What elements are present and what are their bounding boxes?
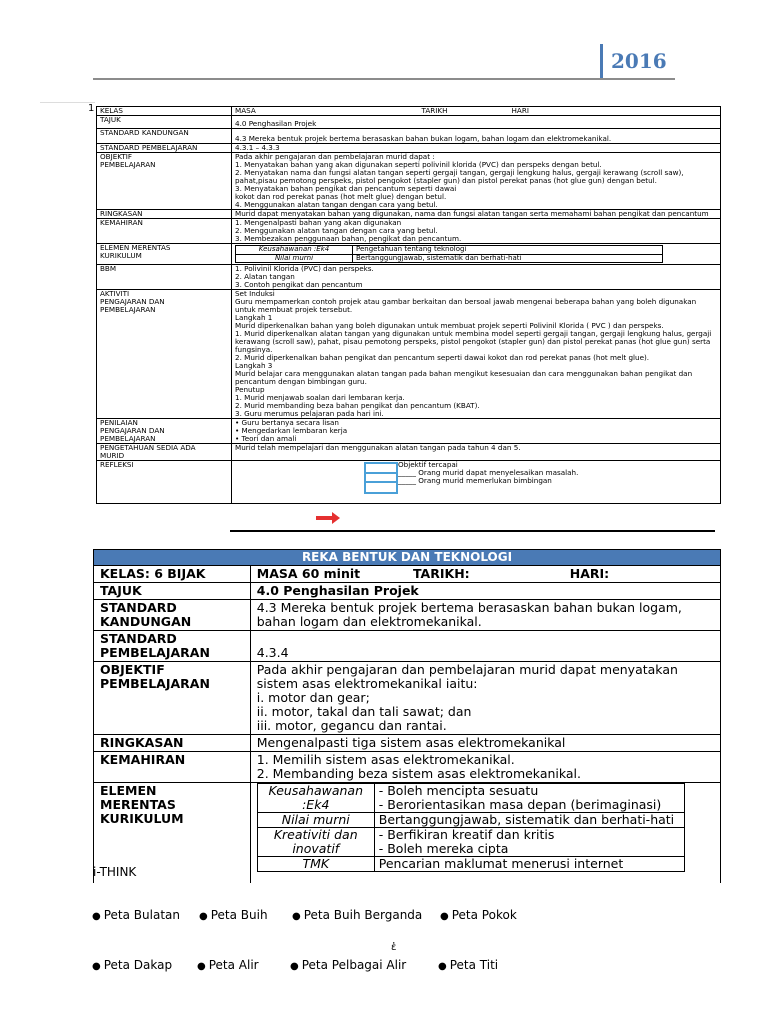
plan1-row-value: 4.0 Penghasilan Projek [232,116,721,129]
plan1-row-value: Set Induksi Guru mempamerkan contoh projek atau gambar berkaitan dan bersoal jawab mengenai beberapa bahan yang boleh digunakan untuk membuat projek tersebut. Langkah 1 Murid diperkenalkan bahan yang boleh digunakan untuk membuat projek seperti Polivinil Klorida ( PVC ) dan perspeks. 1. Murid diperkenalkan alatan tangan yang digunakan untuk membina model seperti gergaji tangan, gergaji lengkung halus, gergaji kerawang (scroll saw), pahat, pisau pemotong perspeks, pistol pengokot (stapler gun) dan pistol perekat panas (hot glue gun) serta fungsinya. 2. Murid diperkenalkan bahan pengikat dan pencantum seperti dawai kokot dan rod perekat panas (hot melt glue). Langkah 3 Murid belajar cara menggunakan alatan tangan pada bahan mengikut kesesuaian dan cara menggunakan bahan pengikat dan pencantum dengan bimbingan guru. Penutup 1. Murid menjawab soalan dari lembaran kerja. 2. Murid membanding beza bahan pengikat dan pencantum (KBAT). 3. Guru merumus pelajaran pada hari ini. [232,290,721,419]
ithink-label: i-THINK [93,865,137,879]
plan1-row-label: TAJUK [97,116,232,129]
plan2-ring: Mengenalpasti tiga sistem asas elektromekanikal [250,735,720,752]
ithink-map-item: ● Peta Pokok [440,908,517,922]
plan2-emk-table [257,783,685,872]
plan2-obj-label: OBJEKTIF PEMBELAJARAN [94,662,251,735]
emk-value: Pencarian maklumat menerusi internet [374,857,684,872]
emk-key: Keusahawanan :Ek4 [257,784,374,813]
emk-key: Nilai murni [236,254,353,263]
header-rule [93,78,675,80]
plan1-row-value: 4.3 Mereka bentuk projek bertema berasaskan bahan bukan logam, bahan logam dan elektromekanikal. [232,129,721,144]
plan1-hari: HARI [511,106,529,115]
plan2-emk-label: ELEMEN MERENTAS KURIKULUM [94,783,251,884]
year-header [600,44,667,78]
plan1-row-label: PENGETAHUAN SEDIA ADA MURID [97,444,232,461]
plan1-header-row [97,107,721,116]
plan1-row [97,219,721,244]
plan1-row [97,144,721,153]
emk-key: TMK [257,857,374,872]
plan1-row [97,153,721,210]
plan1-row-label: STANDARD PEMBELAJARAN [97,144,232,153]
plan1-row-value: • Guru bertanya secara lisan • Mengedarkan lembaran kerja • Teori dan amali [232,419,721,444]
plan1-masa: MASA [235,106,256,115]
plan1-row [97,210,721,219]
refleksi-rule [230,530,715,532]
plan2-sp: 4.3.4 [250,631,720,662]
plan1-emk-label: ELEMEN MERENTAS KURIKULUM [97,244,232,265]
plan2-sp-label: STANDARD PEMBELAJARAN [94,631,251,662]
lesson-plan-1 [96,106,721,504]
refleksi-line: _____ Orang murid dapat menyelesaikan masalah. [398,468,579,477]
plan1-row-label: RINGKASAN [97,210,232,219]
refleksi-line: Objektif tercapai [398,460,458,469]
plan1-kelas: KELAS [97,107,232,116]
emk-value: - Berfikiran kreatif dan kritis - Boleh mereka cipta [374,828,684,857]
plan1-row [97,419,721,444]
ithink-map-item: ● Peta Dakap [92,958,173,972]
plan1-row-value: 1. Mengenalpasti bahan yang akan digunakan 2. Menggunakan alatan tangan dengan cara yang betul. 3. Membezakan penggunaan bahan, pengikat dan pencantum. [232,219,721,244]
plan1-row-value: Murid dapat menyatakan bahan yang digunakan, nama dan fungsi alatan tangan serta memahami bahan pengikat dan pencantum [232,210,721,219]
plan1-row-value: 4.3.1 – 4.3.3 [232,144,721,153]
plan2-sk-label: STANDARD KANDUNGAN [94,600,251,631]
plan1-row-label: AKTIVITI PENGAJARAN DAN PEMBELAJARAN [97,290,232,419]
ithink-map-item: ● Peta Buih Berganda [292,908,423,922]
plan1-row-label: PENILAIAN PENGAJARAN DAN PEMBELAJARAN [97,419,232,444]
faint-rule [40,102,95,103]
ithink-map-item: ● Peta Titi [438,958,499,972]
plan1-row-value: Murid telah mempelajari dan menggunakan alatan tangan pada tahun 4 dan 5. [232,444,721,461]
plan2-kem: 1. Memilih sistem asas elektromekanikal. 2. Membanding beza sistem asas elektromekanikal. [250,752,720,783]
plan1-row-label: KEMAHIRAN [97,219,232,244]
plan1-row-label: STANDARD KANDUNGAN [97,129,232,144]
plan1-row [97,265,721,290]
emk-value: Bertanggungjawab, sistematik dan berhati-hati [353,254,663,263]
plan1-row [97,444,721,461]
plan1-refleksi-label: REFLEKSI [97,461,232,504]
emk-value: - Boleh mencipta sesuatu - Berorientasikan masa depan (berimaginasi) [374,784,684,813]
plan2-tajuk-label: TAJUK [94,583,251,600]
plan1-row-value: Pada akhir pengajaran dan pembelajaran murid dapat : 1. Menyatakan bahan yang akan digunakan seperti polivinil klorida (PVC) dan perspeks dengan betul. 2. Menyatakan nama dan fungsi alatan tangan seperti gergaji tangan, gergaji lengkung halus, gergaji kerawang (scroll saw), pahat,pisau pemotong perspeks, pistol pengokot (stapler gun) dan pistol perekat panas (hot glue gun) dengan betul. 3. Menyatakan bahan pengikat dan pencantum seperti dawai kokot dan rod perekat panas (hot melt glue) dengan betul. 4. Menggunakan alatan tangan dengan cara yang betul. [232,153,721,210]
plan2-sk: 4.3 Mereka bentuk projek bertema berasaskan bahan bukan logam, bahan logam dan elektromekanikal. [250,600,720,631]
ithink-map-item: ● Peta Alir [197,958,259,972]
emk-key: Keusahawanan :Ek4 [236,246,353,255]
plan1-emk-row [97,244,721,265]
ithink-map-item: ● Peta Bulatan [92,908,180,922]
refleksi-line: _____ Orang murid memerlukan bimbingan [398,476,552,485]
plan1-row [97,129,721,144]
plan1-row-label: OBJEKTIF PEMBELAJARAN [97,153,232,210]
plan2-kelas: KELAS: 6 BIJAK [94,566,251,583]
plan2-ring-label: RINGKASAN [94,735,251,752]
emk-key: Nilai murni [257,813,374,828]
missing-glyph: ἑ [391,942,397,953]
plan1-row [97,290,721,419]
plan2-kem-label: KEMAHIRAN [94,752,251,783]
emk-key: Kreativiti dan inovatif [257,828,374,857]
plan1-emk-table [235,245,663,263]
plan2-title: REKA BENTUK DAN TEKNOLOGI [94,550,721,566]
emk-value: Bertanggungjawab, sistematik dan berhati-hati [374,813,684,828]
plan2-tajuk: 4.0 Penghasilan Projek [250,583,720,600]
plan2-masa: MASA 60 minit [250,566,407,583]
plan2-header-row [94,566,721,583]
plan2-hari: HARI: [564,566,721,583]
plan2-obj: Pada akhir pengajaran dan pembelajaran murid dapat menyatakan sistem asas elektromekanikal iaitu: i. motor dan gear; ii. motor, takal dan tali sawat; dan iii. motor, gegancu dan rantai. [250,662,720,735]
ithink-map-item: ● Peta Buih [199,908,268,922]
plan1-tarikh: TARIKH [421,106,448,115]
plan1-row-label: BBM [97,265,232,290]
plan1-row-value: 1. Polivinil Klorida (PVC) dan perspeks. 2. Alatan tangan 3. Contoh pengikat dan pencantum [232,265,721,290]
arrow-right-icon [316,516,332,520]
year-label: 2016 [611,49,667,73]
page-marker: 1 [88,103,95,114]
plan1-refleksi-row [97,461,721,504]
lesson-plan-2 [93,549,721,883]
emk-value: Pengetahuan tentang teknologi [353,246,663,255]
ithink-map-item: ● Peta Pelbagai Alir [290,958,407,972]
plan1-row [97,116,721,129]
checklist-icon [364,462,398,494]
plan2-tarikh: TARIKH: [407,566,564,583]
